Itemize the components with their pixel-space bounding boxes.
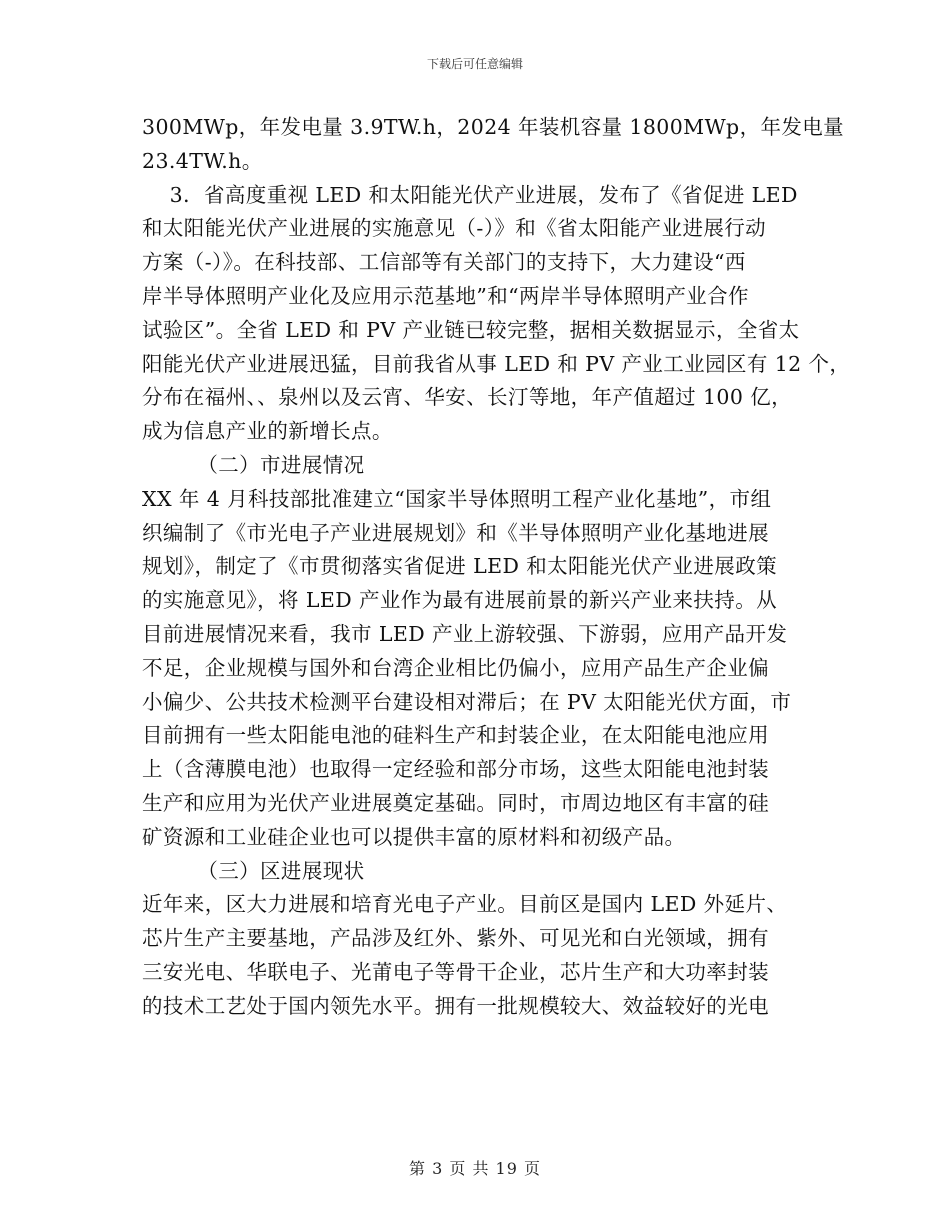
page-header: 下载后可任意编辑 xyxy=(426,57,523,71)
section-heading: （二）市进展情况 xyxy=(142,452,365,477)
page-number-footer: 第 3 页 共 19 页 xyxy=(409,1159,541,1178)
text-line: 的实施意见》，将 LED 产业作为最有进展前景的新兴产业来扶持。从 xyxy=(142,588,777,613)
document-body xyxy=(142,111,851,1024)
text-line: 目前拥有一些太阳能电池的硅料生产和封装企业，在太阳能电池应用 xyxy=(142,723,769,748)
text-line: 方案（-）》。在科技部、工信部等有关部门的支持下，大力建设“西 xyxy=(142,250,746,275)
text-line: 3．省高度重视 LED 和太阳能光伏产业进展，发布了《省促进 LED xyxy=(142,182,798,207)
text-line: 和太阳能光伏产业进展的实施意见（-）》和《省太阳能产业进展行动 xyxy=(142,216,767,241)
text-line: XX 年 4 月科技部批准建立“国家半导体照明工程产业化基地”，市组 xyxy=(142,486,772,511)
text-line: 23.4TW.h。 xyxy=(142,148,263,173)
text-line: 生产和应用为光伏产业进展奠定基础。同时，市周边地区有丰富的硅 xyxy=(142,790,769,815)
text-line: 芯片生产主要基地，产品涉及红外、紫外、可见光和白光领域，拥有 xyxy=(142,926,769,951)
text-line: 分布在福州、、泉州以及云宵、华安、长汀等地，年产值超过 100 亿， xyxy=(142,385,793,410)
text-line: 成为信息产业的新增长点。 xyxy=(142,419,393,444)
text-line: 不足，企业规模与国外和台湾企业相比仍偏小，应用产品生产企业偏 xyxy=(142,655,769,680)
text-line: 矿资源和工业硅企业也可以提供丰富的原材料和初级产品。 xyxy=(142,824,686,849)
text-line: 上（含薄膜电池）也取得一定经验和部分市场，这些太阳能电池封装 xyxy=(142,757,769,782)
text-line: 三安光电、华联电子、光莆电子等骨干企业，芯片生产和大功率封装 xyxy=(142,959,769,984)
text-line: 300MWp，年发电量 3.9TW.h，2024 年装机容量 1800MWp，年发电量 xyxy=(142,115,845,139)
text-line: 近年来，区大力进展和培育光电子产业。目前区是国内 LED 外延片、 xyxy=(142,892,788,917)
text-line: 的技术工艺处于国内领先水平。拥有一批规模较大、效益较好的光电 xyxy=(142,993,769,1018)
text-line: 阳能光伏产业进展迅猛，目前我省从事 LED 和 PV 产业工业园区有 12 个， xyxy=(142,351,851,376)
text-line: 目前进展情况来看，我市 LED 产业上游较强、下游弱，应用产品开发 xyxy=(142,621,788,646)
text-line: 织编制了《市光电子产业进展规划》和《半导体照明产业化基地进展 xyxy=(142,520,769,545)
text-line: 试验区”。全省 LED 和 PV 产业链已较完整，据相关数据显示，全省太 xyxy=(142,317,800,342)
text-line: 小偏少、公共技术检测平台建设相对滞后；在 PV 太阳能光伏方面，市 xyxy=(142,689,792,714)
text-line: 岸半导体照明产业化及应用示范基地”和“两岸半导体照明产业合作 xyxy=(142,283,749,308)
text-line: 规划》，制定了《市贯彻落实省促进 LED 和太阳能光伏产业进展政策 xyxy=(142,554,777,579)
section-heading: （三）区进展现状 xyxy=(142,858,365,883)
